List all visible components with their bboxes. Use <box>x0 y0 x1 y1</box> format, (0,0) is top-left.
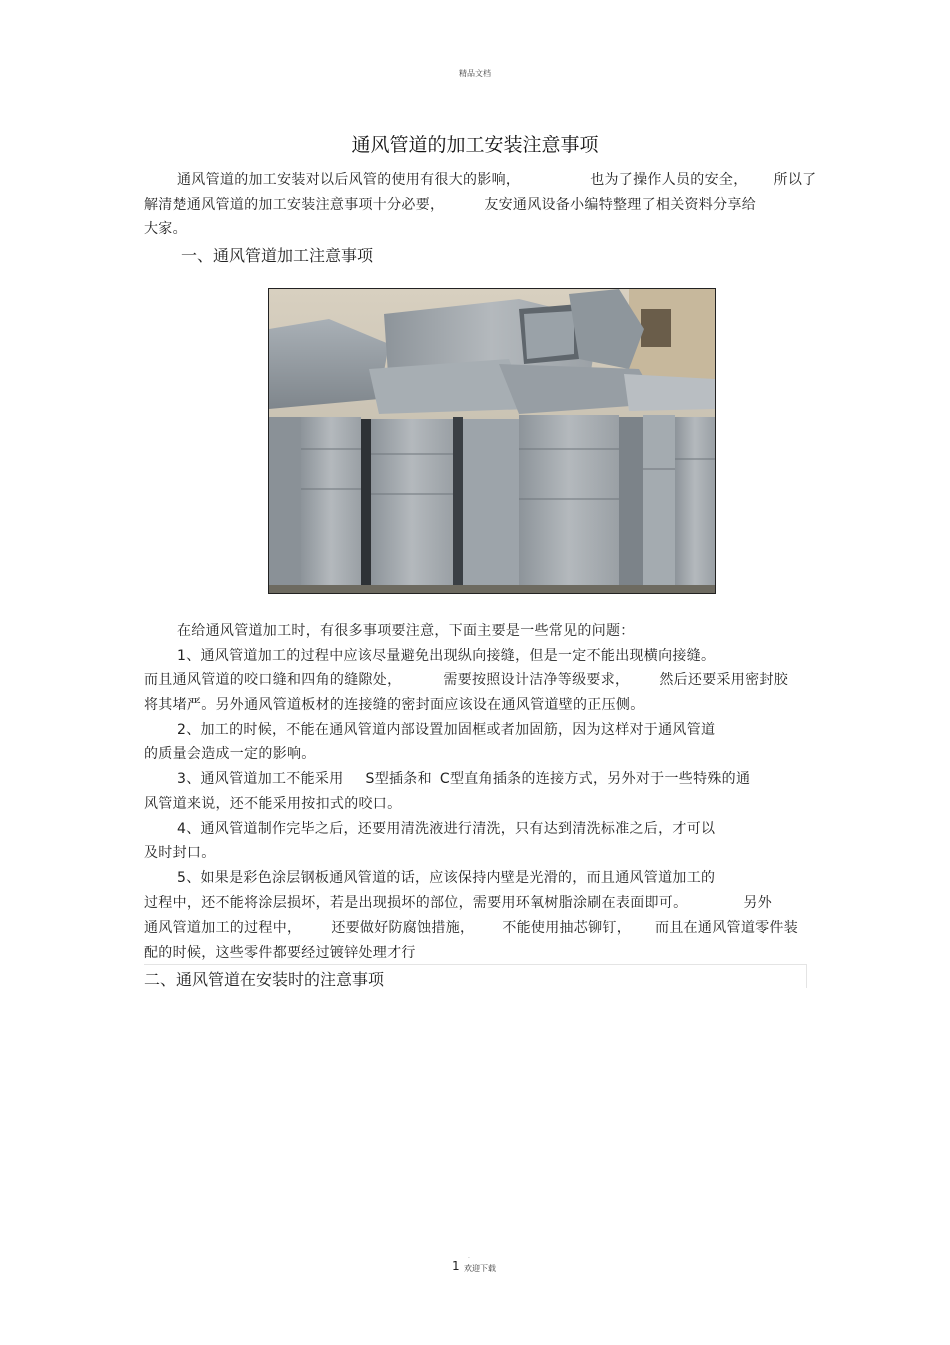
table-border-right <box>806 964 807 988</box>
item-3-line-2: 风管道来说，还不能采用按扣式的咬口。 <box>144 796 402 812</box>
intro-line-2 <box>144 194 756 214</box>
item-text: 还要做好防腐蚀措施， <box>331 920 475 936</box>
item-text: 3、通风管道加工不能采用 <box>177 771 344 787</box>
duct-photo <box>268 288 716 594</box>
intro-line-1 <box>177 169 816 189</box>
item-2-line-2: 的质量会造成一定的影响。 <box>144 746 316 762</box>
header-label: 精品文档 <box>459 69 491 78</box>
item-5-line-1: 5、如果是彩色涂层钢板通风管道的话，应该保持内壁是光滑的，而且通风管道加工的 <box>177 870 716 886</box>
page-number: 1 <box>452 1259 460 1273</box>
item-text: 不能使用抽芯铆钉， <box>502 920 632 936</box>
intro-text: 解清楚通风管道的加工安装注意事项十分必要， <box>144 197 445 213</box>
item-4-line-1: 4、通风管道制作完毕之后，还要用清洗液进行清洗，只有达到清洗标准之后，才可以 <box>177 821 716 837</box>
footer-dot: . <box>468 1253 470 1260</box>
body-intro: 在给通风管道加工时，有很多事项要注意，下面主要是一些常见的问题： <box>177 623 635 639</box>
item-text: 而且在通风管道零件装 <box>655 920 799 936</box>
item-1-line-3: 将其堵严。另外通风管道板材的连接缝的密封面应该设在通风管道壁的正压侧。 <box>144 697 645 713</box>
page-title: 通风管道的加工安装注意事项 <box>351 134 599 156</box>
item-text: C型直角插条的连接方式，另外对于一些特殊的通 <box>439 771 751 787</box>
item-text: S型插条和 <box>365 771 432 787</box>
item-5-line-2 <box>144 892 772 912</box>
item-text: 然后还要采用密封胶 <box>659 672 789 688</box>
section-heading-2: 二、通风管道在安装时的注意事项 <box>144 970 385 989</box>
item-text: 需要按照设计洁净等级要求， <box>443 672 630 688</box>
footer-label: 欢迎下载 <box>464 1264 496 1273</box>
item-text: 过程中，还不能将涂层损坏，若是出现损坏的部位，需要用环氧树脂涂刷在表面即可。 <box>144 895 688 911</box>
intro-text: 也为了操作人员的安全， <box>590 172 748 188</box>
item-1-line-1: 1、通风管道加工的过程中应该尽量避免出现纵向接缝，但是一定不能出现横向接缝。 <box>177 648 716 664</box>
item-5-line-3 <box>144 917 798 937</box>
intro-text: 友安通风设备小编特整理了相关资料分享给 <box>484 197 757 213</box>
intro-line-3: 大家。 <box>144 221 187 237</box>
intro-text: 所以了 <box>773 172 817 188</box>
item-text: 而且通风管道的咬口缝和四角的缝隙处， <box>144 672 402 688</box>
item-3-line-1 <box>177 768 750 788</box>
item-1-line-2 <box>144 669 788 689</box>
item-4-line-2: 及时封口。 <box>144 845 216 861</box>
item-text: 另外 <box>743 895 773 911</box>
item-5-line-4: 配的时候，这些零件都要经过镀锌处理才行 <box>144 945 416 961</box>
table-border-top <box>144 964 806 965</box>
section-heading-1: 一、通风管道加工注意事项 <box>181 246 374 265</box>
item-text: 通风管道加工的过程中， <box>144 920 302 936</box>
intro-text: 通风管道的加工安装对以后风管的使用有很大的影响， <box>177 172 521 188</box>
item-2-line-1: 2、加工的时候，不能在通风管道内部设置加固框或者加固筋，因为这样对于通风管道 <box>177 722 716 738</box>
